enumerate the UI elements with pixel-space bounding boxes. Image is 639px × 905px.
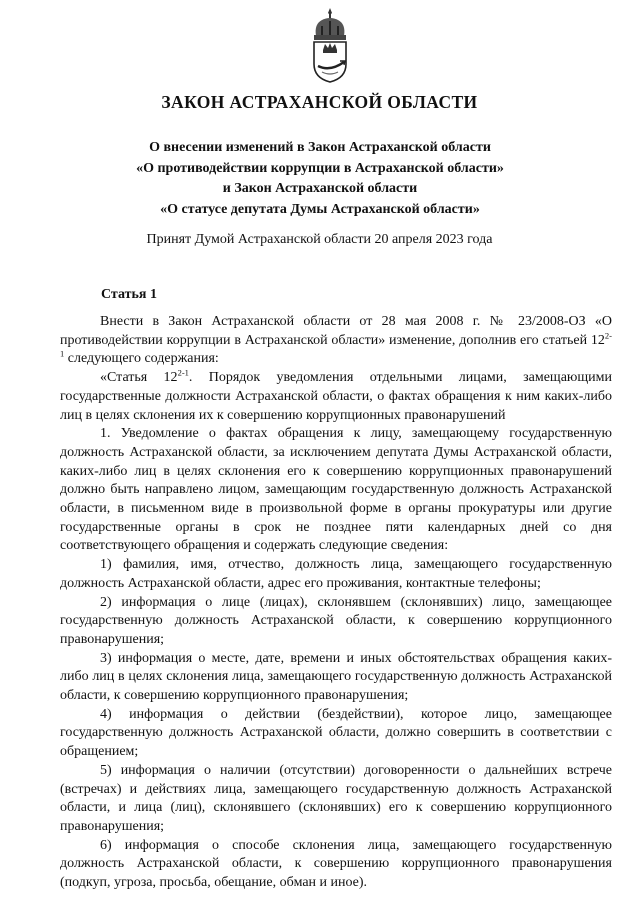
intro-text: Внести в Закон Астраханской области от 28 мая 2008 г. № 23/2008-ОЗ «О противодействии коррупции в Астраханской области» изменение, дополнив его статьей 12: [60, 314, 612, 348]
law-title: ЗАКОН АСТРАХАНСКОЙ ОБЛАСТИ: [161, 92, 478, 112]
article-heading: Статья 1: [101, 287, 157, 302]
law-subtitle: [40, 138, 600, 220]
subtitle-line: и Закон Астраханской области: [222, 181, 418, 196]
intro-text-end: следующего содержания:: [64, 351, 219, 367]
subtitle-line: О внесении изменений в Закон Астраханской области: [149, 140, 491, 155]
subtitle-line: «О статусе депутата Думы Астраханской области»: [160, 201, 480, 217]
statute-superscript: 2-1: [177, 367, 189, 378]
statute-title: [60, 369, 612, 425]
intro-superscript: 2-1: [60, 330, 612, 359]
subtitle-line: «О противодействии коррупции в Астраханской области»: [136, 160, 504, 176]
list-item: 1) фамилия, имя, отчество, должность лица, замещающего государственную должность Астраханской области, адрес его проживания, контактные телефоны;: [60, 557, 612, 591]
list-item: 3) информация о месте, дате, времени и иных обстоятельствах обращения каких-либо лиц в целях склонения лица, замещающего государственную должность Астраханской области, к совершению коррупционного правонарушения;: [60, 650, 612, 704]
article-body: [60, 313, 612, 893]
article-intro: [60, 313, 612, 369]
list-item: 5) информация о наличии (отсутствии) договоренности о дальнейших встрече (встречах) и действиях лица, замещающего государственную должность Астраханской области, и лица (лиц), склонявшего (склонявших) его к совершению коррупционного правонарушения;: [60, 762, 612, 834]
list-item: 2) информация о лице (лицах), склонявшем (склонявших) лицо, замещающее государственную должность Астраханской области, к совершению коррупционного правонарушения;: [60, 594, 612, 647]
coat-of-arms-icon: [300, 6, 360, 86]
statute-title-rest: . Порядок уведомления отдельными лицами, замещающими государственные должности Астраханской области, о фактах обращения к ним каких-либо лиц в целях склонения их к совершению коррупционных правонарушений: [60, 370, 612, 423]
list-item: 6) информация о способе склонения лица, замещающего государственную должность Астраханской области, к совершению коррупционного правонарушения (подкуп, угроза, просьба, обещание, обман и иное).: [60, 837, 612, 891]
paragraph: 1. Уведомление о фактах обращения к лицу, замещающему государственную должность Астраханской области, за исключением депутата Думы Астраханской области, каких-либо лиц в целях склонения его к совершению коррупционных правонарушений должно быть направлено лицом, замещающим государственную должность Астраханской области, в письменном виде в произвольной форме в органы прокуратуры или другие государственные органы в срок не позднее пяти календарных дней со дня соответствующего обращения и содержать следующие сведения:: [60, 426, 612, 554]
statute-title-text: «Статья 12: [100, 370, 178, 386]
adoption-line: Принят Думой Астраханской области 20 апреля 2023 года: [146, 232, 493, 247]
list-item: 4) информация о действии (бездействии), которое лицо, замещающее государственную должность Астраханской области, должно совершить в соответствии с обращением;: [60, 706, 612, 760]
